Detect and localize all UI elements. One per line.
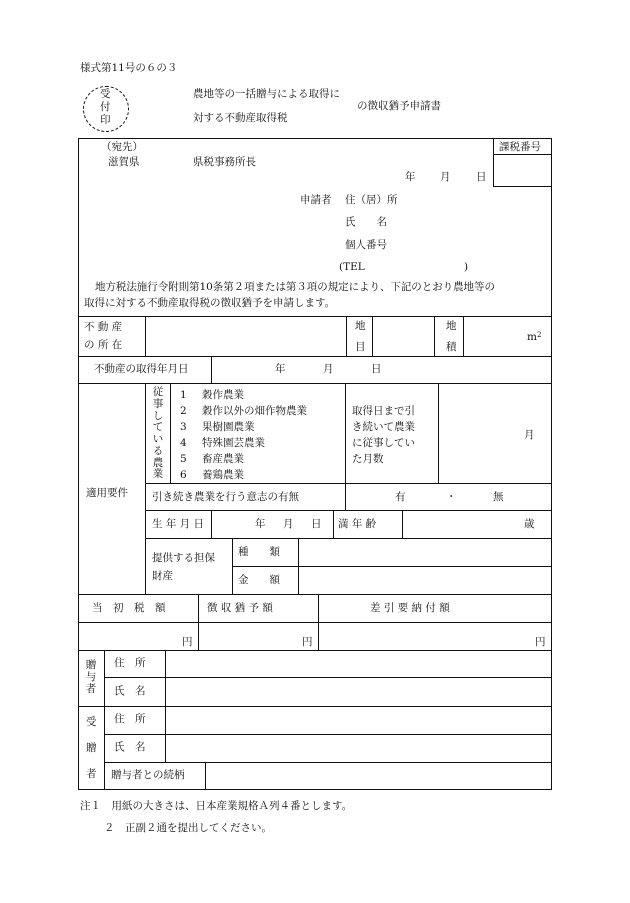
intent-yes-option[interactable]: 有 (395, 491, 406, 503)
farming-type-name[interactable]: 特殊園芸農業 (202, 437, 265, 449)
collateral-kind-label: 種 類 (238, 546, 280, 558)
age-label: 満 年 齢 (338, 518, 377, 530)
area-label-1: 地 (446, 320, 457, 332)
farming-type-name[interactable]: 穀作農業 (202, 389, 244, 401)
deferred-tax-label: 徴 収 猶 予 額 (207, 602, 273, 614)
months-label-line-1: 取得日まで引 (352, 405, 415, 417)
stamp-char-3: 印 (100, 114, 111, 126)
applicant-personal-number-label: 個人番号 (345, 239, 387, 251)
donor-name-label: 氏 名 (114, 685, 146, 697)
donee-address-label: 住 所 (114, 713, 146, 725)
acquisition-month: 月 (323, 363, 334, 375)
farming-type-number: 1 (180, 389, 187, 401)
donee-char-3: 者 (86, 768, 97, 780)
farming-type-name[interactable]: 穀作以外の畑作物農業 (202, 405, 307, 417)
balance-due-label: 差 引 要 納 付 額 (370, 602, 450, 614)
age-unit: 歳 (524, 518, 535, 530)
intent-no-option[interactable]: 無 (493, 491, 504, 503)
application-date-month: 月 (440, 171, 451, 183)
stamp-char-1: 受 (100, 88, 111, 100)
farming-type-number: 6 (180, 469, 187, 481)
collateral-label-1: 提供する担保 (152, 552, 215, 564)
donee-address-field[interactable] (166, 707, 551, 734)
note-1: 注１ 用紙の大きさは、日本産業規格Ａ列４番とします。 (80, 800, 353, 812)
farming-type-name[interactable]: 畜産農業 (202, 453, 244, 465)
requirements-label: 適用要件 (86, 487, 128, 499)
birth-day: 日 (311, 518, 322, 530)
application-date-year: 年 (405, 171, 416, 183)
balance-due-yen: 円 (535, 636, 546, 648)
birth-year: 年 (255, 518, 266, 530)
collateral-label-2: 財産 (152, 570, 173, 582)
land-category-field[interactable] (373, 317, 434, 356)
land-category-label-1: 地 (355, 320, 366, 332)
donor-name-field[interactable] (166, 678, 551, 706)
collateral-amount-label: 金 額 (238, 574, 280, 586)
tax-office-name: 県税事務所長 (193, 156, 256, 168)
applicant-tel-open: (TEL (339, 261, 365, 273)
months-unit: 月 (524, 429, 535, 441)
acquisition-day: 日 (371, 363, 382, 375)
statement-line-2: 取得に対する不動産取得税の徴収猶予を申請します。 (84, 297, 336, 309)
balance-due-field[interactable] (319, 623, 551, 650)
acquisition-date-field[interactable] (212, 357, 551, 383)
applicant-address-label: 住（居）所 (345, 194, 398, 206)
land-category-label-2: 目 (355, 341, 366, 353)
donee-relation-label: 贈与者との続柄 (111, 769, 185, 781)
addressee-label: （宛先） (101, 141, 143, 153)
birth-date-label: 生 年 月 日 (152, 518, 205, 530)
property-location-label-1: 不 動 産 (84, 321, 123, 333)
months-label-line-4: た月数 (352, 453, 384, 465)
collateral-kind-field[interactable] (299, 539, 551, 566)
statement-line-1: 地方税法施行令附則第10条第２項または第３項の規定により、下記のとおり農地等の (95, 281, 495, 293)
property-location-field[interactable] (146, 317, 346, 356)
months-label-line-2: き続いて農業 (352, 421, 415, 433)
area-unit: $m^2$ (527, 331, 542, 343)
deferred-tax-yen: 円 (302, 636, 313, 648)
tax-number-field[interactable] (494, 155, 551, 186)
area-label-2: 積 (446, 341, 457, 353)
donee-relation-field[interactable] (206, 763, 551, 789)
farming-type-number: 5 (180, 453, 187, 465)
donee-name-field[interactable] (166, 735, 551, 762)
engaged-farming-vertical-label: 従事している農業 (152, 386, 164, 481)
stamp-char-2: 付 (100, 101, 111, 113)
months-label-line-3: に従事してい (352, 437, 415, 449)
birth-month: 月 (283, 518, 294, 530)
form-number: 様式第11号の６の３ (80, 62, 178, 74)
farming-type-number: 4 (180, 437, 187, 449)
donee-char-2: 贈 (86, 742, 97, 754)
application-date-day: 日 (476, 171, 487, 183)
acquisition-date-label: 不動産の取得年月日 (94, 363, 189, 375)
form-title-line-2: 対する不動産取得税 (193, 112, 288, 124)
applicant-name-label: 氏 名 (345, 216, 387, 228)
applicant-tel-close: ) (464, 261, 469, 273)
acquisition-year: 年 (275, 363, 286, 375)
form-title-suffix: の徴収猶予申請書 (357, 100, 441, 112)
farming-type-number: 2 (180, 405, 187, 417)
applicant-label: 申請者 (300, 194, 332, 206)
initial-tax-label: 当 初 税 額 (92, 602, 166, 614)
property-location-label-2: の 所 在 (84, 339, 123, 351)
initial-tax-yen: 円 (182, 636, 193, 648)
donor-address-label: 住 所 (114, 657, 146, 669)
donor-vertical-label: 贈与者 (85, 659, 97, 695)
intent-label: 引き続き農業を行う意志の有無 (152, 491, 299, 503)
donee-char-1: 受 (86, 716, 97, 728)
initial-tax-field[interactable] (79, 623, 198, 650)
farming-type-name[interactable]: 養鶏農業 (202, 469, 244, 481)
tax-number-label: 課税番号 (499, 141, 541, 153)
donor-address-field[interactable] (166, 651, 551, 677)
collateral-amount-field[interactable] (299, 567, 551, 594)
donee-name-label: 氏 名 (114, 741, 146, 753)
prefecture-name: 滋賀県 (108, 156, 140, 168)
form-title-line-1: 農地等の一括贈与による取得に (193, 88, 340, 100)
farming-type-number: 3 (180, 421, 187, 433)
note-2: ２ 正副２通を提出してください。 (104, 822, 272, 834)
deferred-tax-field[interactable] (199, 623, 318, 650)
intent-separator: ・ (446, 491, 457, 503)
farming-type-name[interactable]: 果樹園農業 (202, 421, 255, 433)
